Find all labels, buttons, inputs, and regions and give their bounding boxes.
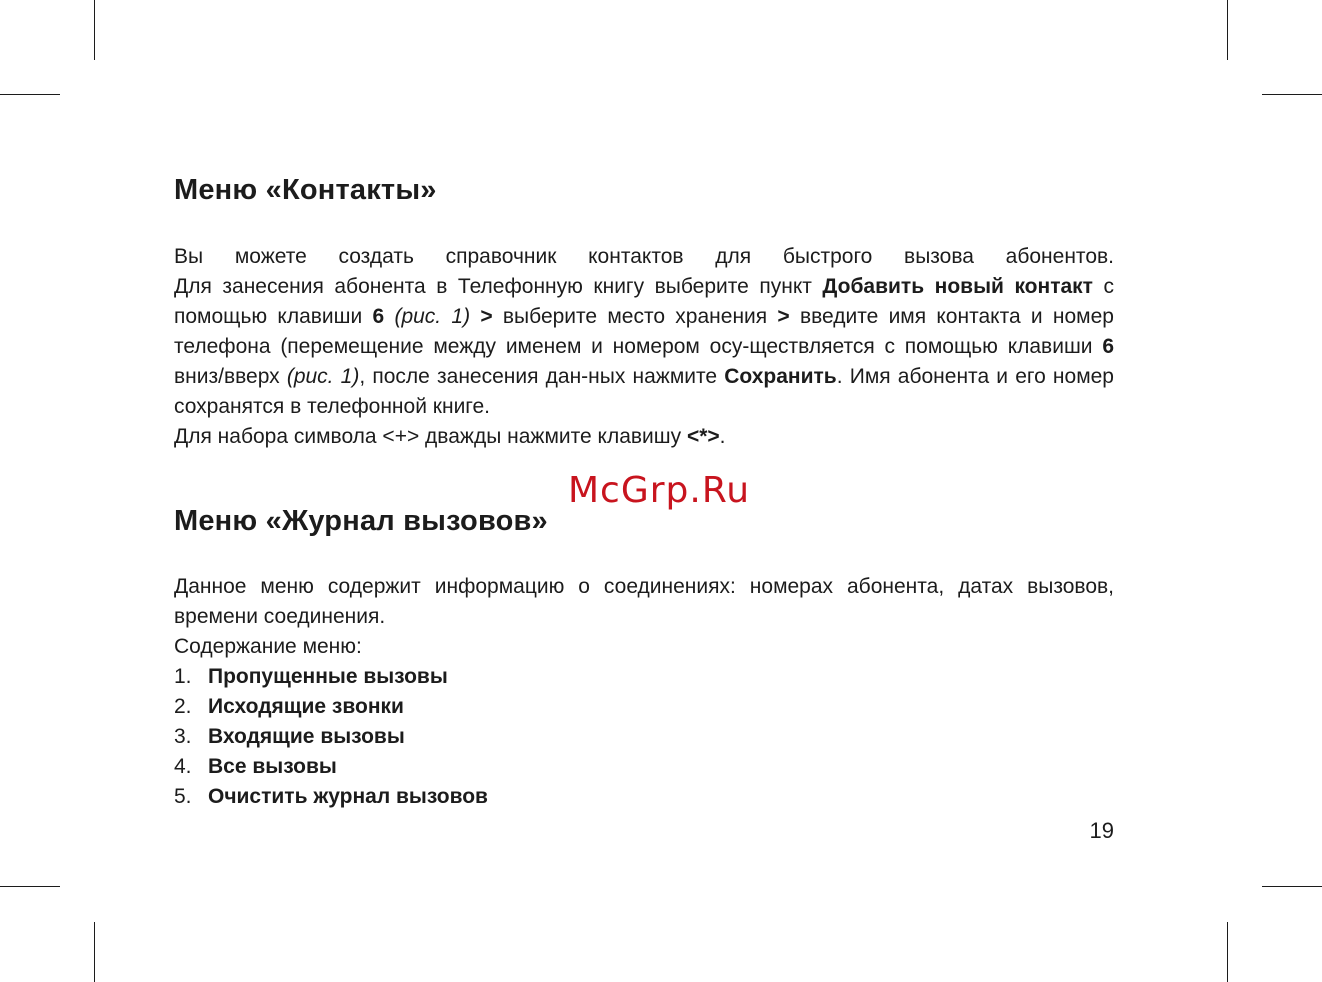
step-arrow: > <box>480 305 493 328</box>
contacts-p1-text: Вы можете создать справочник контактов для быстрого вызова абонентов. <box>174 245 1114 268</box>
crop-mark-top-right-horizontal <box>1262 94 1322 95</box>
list-item-number: 2. <box>174 695 192 718</box>
crop-mark-top-left-horizontal <box>0 94 60 95</box>
list-item-label: Все вызовы <box>208 755 337 778</box>
contacts-paragraph-2 <box>174 272 1114 422</box>
list-item <box>174 692 1114 722</box>
contacts-paragraph-3 <box>174 422 1114 452</box>
text-run: . <box>719 425 726 448</box>
crop-mark-bottom-left-vertical <box>94 922 95 982</box>
save-command: Сохранить <box>724 365 837 388</box>
text-run: вниз/вверх <box>174 365 287 388</box>
contacts-section-title: Меню «Контакты» <box>174 174 437 206</box>
figure-reference: (рис. 1) <box>384 305 481 328</box>
list-item-label: Пропущенные вызовы <box>208 665 448 688</box>
text-run: , после занесения дан-ных нажмите <box>359 365 725 388</box>
list-item <box>174 722 1114 752</box>
list-item-number: 1. <box>174 665 192 688</box>
list-item <box>174 662 1114 692</box>
list-item-label: Очистить журнал вызовов <box>208 785 488 808</box>
key-star: <*> <box>686 425 720 448</box>
list-item <box>174 782 1114 812</box>
list-item-number: 3. <box>174 725 192 748</box>
page-number: 19 <box>1089 818 1114 843</box>
list-item-number: 5. <box>174 785 192 808</box>
text-run: выберите место хранения <box>492 305 778 328</box>
crop-mark-top-right-vertical <box>1227 0 1228 60</box>
text-run: Для набора символа <+> дважды нажмите клавишу <box>174 425 687 448</box>
call-log-paragraph-1: Данное меню содержит информацию о соединениях: номерах абонента, датах вызовов, времени соединения. <box>174 575 1114 628</box>
menu-item-add-contact: Добавить новый контакт <box>822 275 1093 298</box>
contacts-paragraph-1 <box>174 242 1114 272</box>
crop-mark-bottom-right-horizontal <box>1262 886 1322 887</box>
crop-mark-bottom-right-vertical <box>1227 922 1228 982</box>
call-log-section-body <box>174 572 1114 812</box>
call-log-paragraph-2: Содержание меню: <box>174 635 362 658</box>
list-item-label: Исходящие звонки <box>208 695 404 718</box>
call-log-section-title: Меню «Журнал вызовов» <box>174 505 548 537</box>
list-item-number: 4. <box>174 755 192 778</box>
step-arrow: > <box>777 305 790 328</box>
list-item <box>174 752 1114 782</box>
text-run: Для занесения абонента в Телефонную книгу выберите пункт <box>174 275 823 298</box>
watermark: McGrp.Ru <box>568 470 751 511</box>
figure-reference: (рис. 1) <box>286 365 360 388</box>
text-run: . Имя абонента и его номер сохранятся в телефонной книге. <box>174 365 1114 418</box>
key-6: 6 <box>1102 335 1114 358</box>
key-6: 6 <box>372 305 385 328</box>
crop-mark-top-left-vertical <box>94 0 95 60</box>
text-run: введите имя контакта и номер телефона (перемещение между именем и номером осу-ществляется с помощью клавиши <box>174 305 1114 358</box>
call-log-menu-list <box>174 662 1114 812</box>
crop-mark-bottom-left-horizontal <box>0 886 60 887</box>
text-run: с помощью клавиши <box>174 275 1114 328</box>
list-item-label: Входящие вызовы <box>208 725 405 748</box>
contacts-section-body <box>174 242 1114 452</box>
